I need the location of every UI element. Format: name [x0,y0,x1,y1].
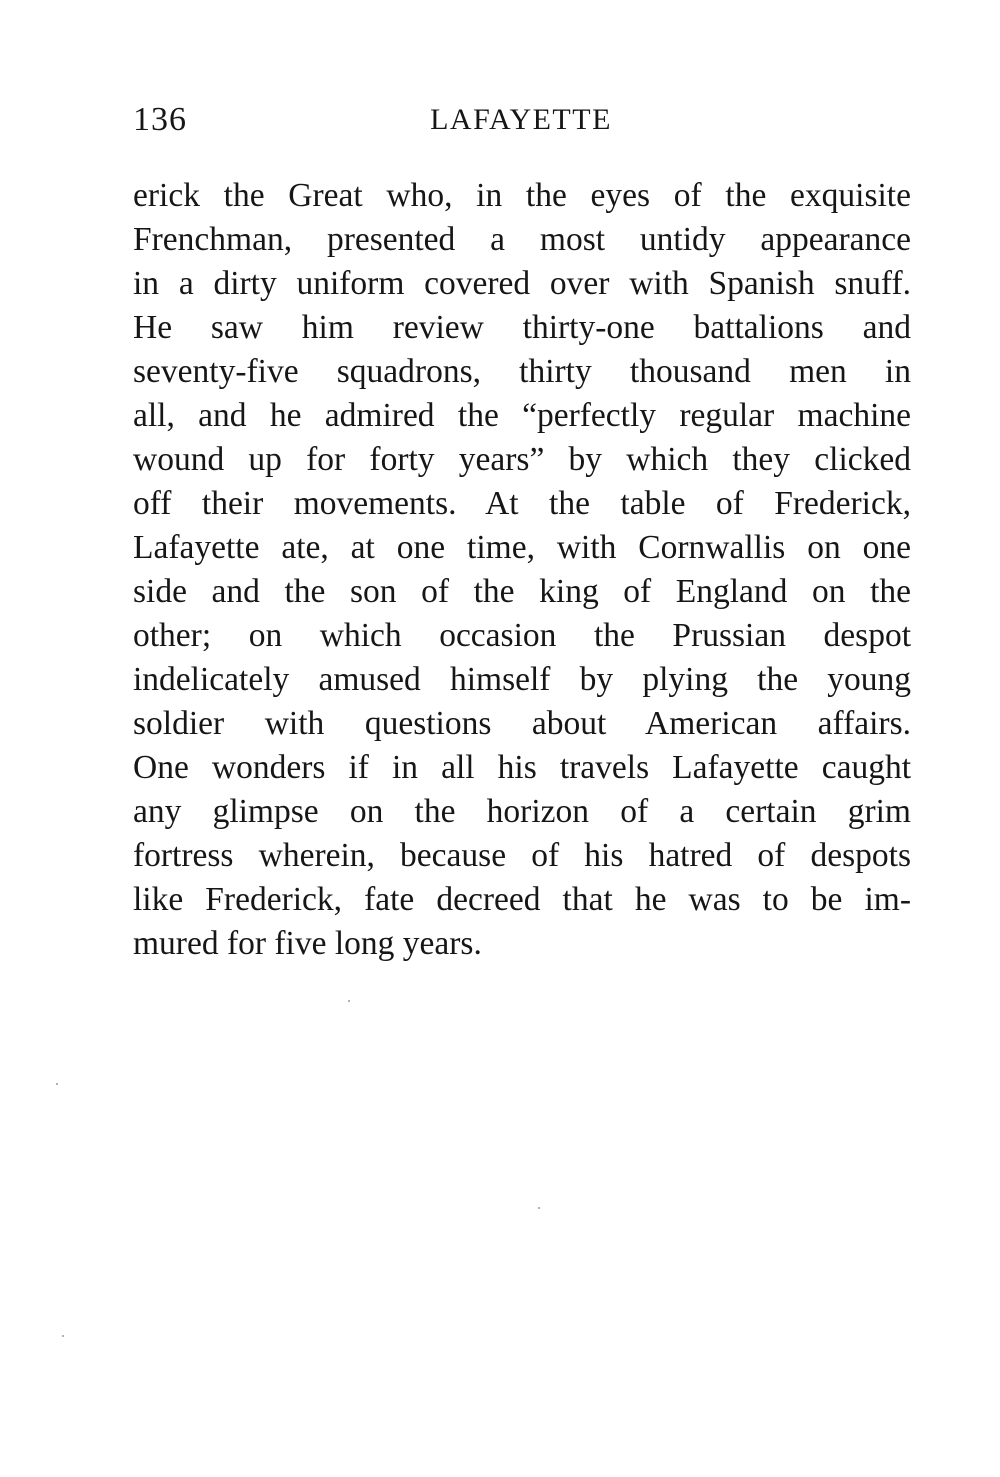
text-line: side and the son of the king of England on the [133,573,911,610]
text-line: soldier with questions about American affairs. [133,705,911,742]
scan-speck [538,1207,540,1209]
text-line: off their movements. At the table of Frederick, [133,485,911,522]
running-head [133,96,909,144]
text-line: He saw him review thirty-one battalions and [133,309,911,346]
text-line: Frenchman, presented a most untidy appearance [133,221,911,258]
text-line: One wonders if in all his travels Lafayette caught [133,749,911,786]
scan-speck [56,1083,58,1085]
text-line: in a dirty uniform covered over with Spanish snuff. [133,265,911,302]
text-line: like Frederick, fate decreed that he was to be im- [133,881,911,918]
page-number: 136 [133,101,187,138]
text-line: indelicately amused himself by plying the young [133,661,911,698]
text-line: fortress wherein, because of his hatred of despots [133,837,911,874]
text-line: Lafayette ate, at one time, with Cornwallis on one [133,529,911,566]
text-line-last: mured for five long years. [133,925,482,962]
text-line: erick the Great who, in the eyes of the exquisite [133,177,911,214]
text-line: seventy-five squadrons, thirty thousand men in [133,353,911,390]
text-line: all, and he admired the “perfectly regular machine [133,397,911,434]
text-line: other; on which occasion the Prussian despot [133,617,911,654]
running-title: LAFAYETTE [430,103,612,136]
scan-speck [62,1335,64,1337]
text-line: any glimpse on the horizon of a certain grim [133,793,911,830]
body-paragraph [133,174,911,966]
scan-speck [348,1000,350,1002]
text-line: wound up for forty years” by which they clicked [133,441,911,478]
